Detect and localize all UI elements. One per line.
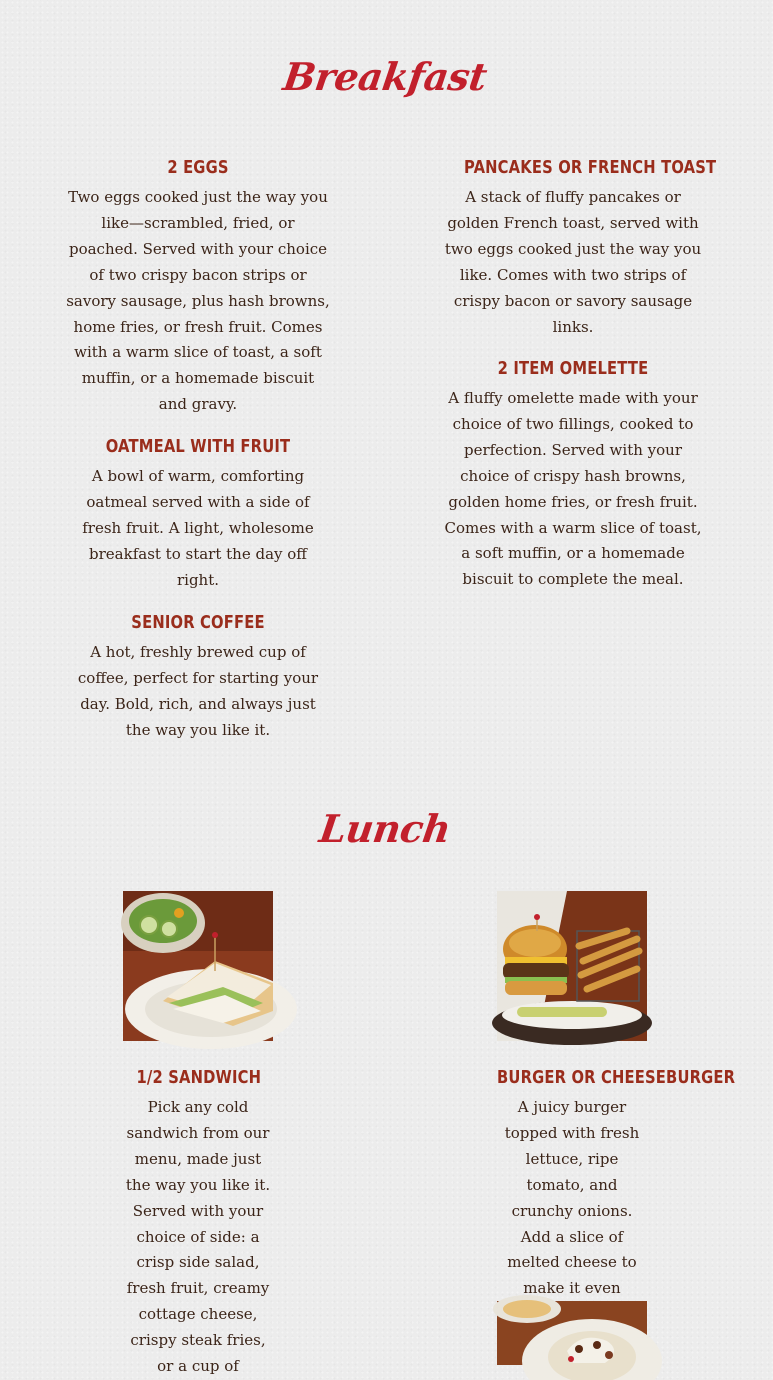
- menu-item-half-sandwich: [123, 1065, 273, 1380]
- menu-item-title: PANCAKES OR FRENCH TOAST: [463, 157, 717, 178]
- menu-item-2-item-omelette: [440, 356, 706, 593]
- menu-item-description: Pick any cold sandwich from our menu, made just the way you like it. Served with your choice of side: a crisp side salad, fresh fruit, creamy cottage cheese, crispy steak fries, or a cup of: [125, 1098, 271, 1376]
- menu-item-description: A hot, freshly brewed cup of coffee, perfect for starting your day. Bold, rich, and always just the way you like it.: [77, 643, 319, 739]
- breakfast-heading: Breakfast: [280, 54, 490, 99]
- menu-item-title: 1/2 SANDWICH: [136, 1067, 262, 1088]
- menu-item-2-eggs: [66, 155, 330, 418]
- menu-item-pancakes-french-toast: [440, 155, 717, 340]
- menu-item-description: A juicy burger topped with fresh lettuce, ripe tomato, and crunchy onions. Add a slice of melted cheese to make it even: [504, 1098, 640, 1298]
- menu-item-description: A bowl of warm, comforting oatmeal served with a side of fresh fruit. A light, wholesome breakfast to start the day off right.: [82, 467, 314, 589]
- salad-plate-photo: [497, 1301, 647, 1365]
- menu-item-title: SENIOR COFFEE: [131, 612, 265, 633]
- sandwich-photo: [123, 891, 273, 1041]
- menu-item-senior-coffee: [66, 610, 330, 744]
- menu-item-title: 2 EGGS: [167, 157, 229, 178]
- menu-item-description: A fluffy omelette made with your choice of two fillings, cooked to perfection. Served with your choice of crispy hash browns, golden home fries, or fresh fruit. Comes with a warm slice of toast, a soft muffin, or a homemade biscuit to complete the meal.: [444, 389, 702, 589]
- menu-item-title: 2 ITEM OMELETTE: [497, 358, 649, 379]
- burger-photo: [497, 891, 647, 1041]
- lunch-heading: Lunch: [316, 806, 454, 851]
- menu-item-title: BURGER OR CHEESEBURGER: [497, 1067, 736, 1088]
- menu-item-oatmeal-with-fruit: [66, 434, 330, 594]
- menu-item-burger-cheeseburger: [497, 1065, 736, 1328]
- menu-item-description: A stack of fluffy pancakes or golden French toast, served with two eggs cooked just the way you like. Comes with two strips of crispy bacon or savory sausage links.: [444, 188, 702, 336]
- menu-item-description: Two eggs cooked just the way you like—scrambled, fried, or poached. Served with your choice of two crispy bacon strips or savory sausage, plus hash browns, home fries, or fresh fruit. Comes with a warm slice of toast, a soft muffin, or a homemade biscuit and gravy.: [66, 188, 330, 414]
- menu-item-title: OATMEAL WITH FRUIT: [105, 436, 291, 457]
